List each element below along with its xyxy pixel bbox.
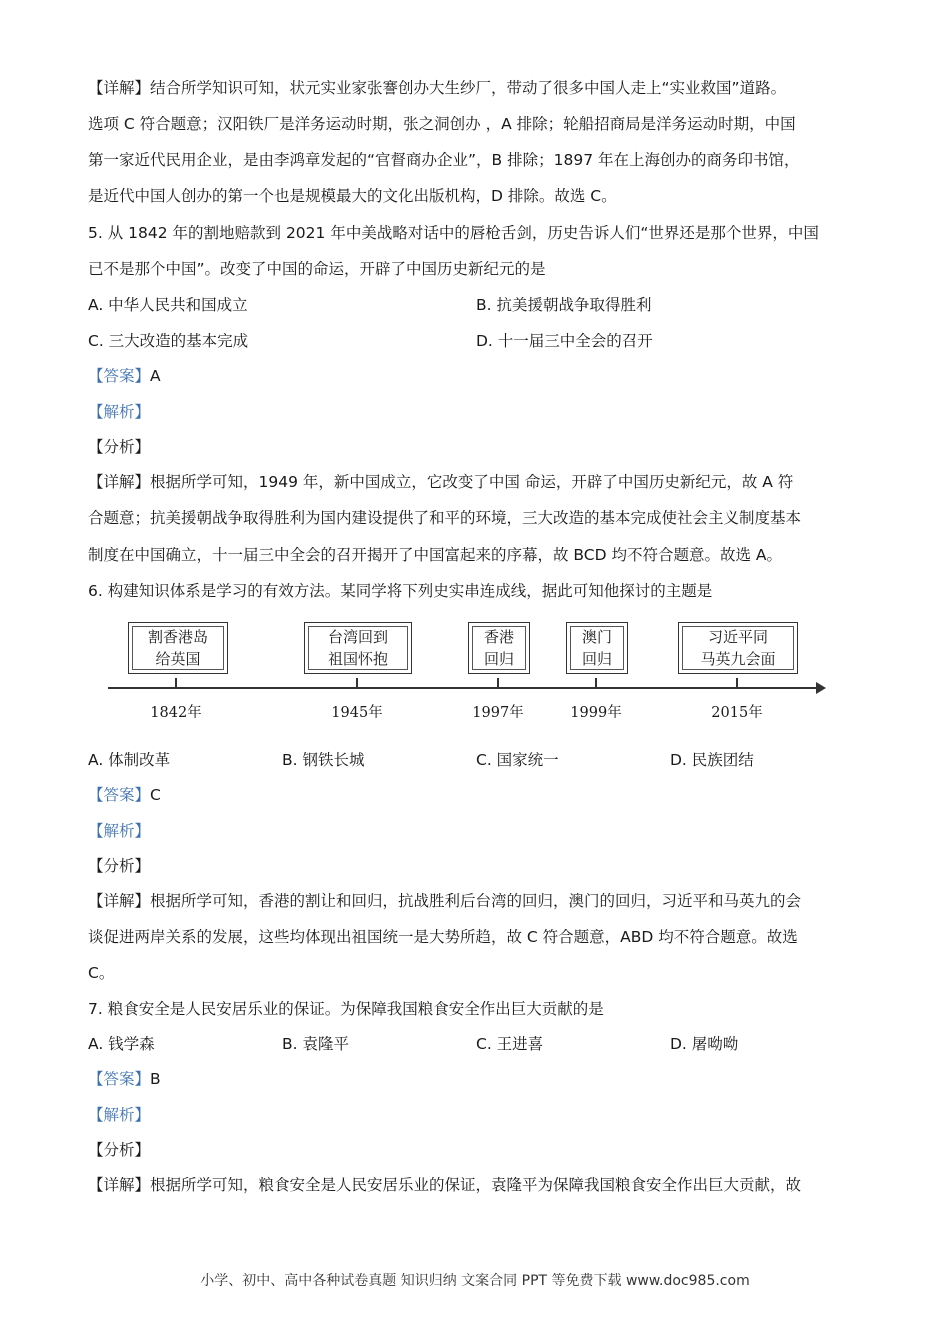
option-a: A. 钱学森 [88, 1035, 155, 1053]
answer-line: 【答案】B [88, 1070, 161, 1088]
text-line: 是近代中国人创办的第一个也是规模最大的文化出版机构，D 排除。故选 C。 [88, 187, 617, 205]
option-a: A. 体制改革 [88, 751, 171, 769]
option-d: D. 民族团结 [670, 751, 754, 769]
analysis-label: 【解析】 [88, 822, 151, 840]
timeline-year: 1999年 [570, 705, 622, 721]
detail-line: 制度在中国确立，十一届三中全会的召开揭开了中国富起来的序幕，故 BCD 均不符合题意。故选 A。 [88, 546, 783, 564]
timeline-year: 2015年 [711, 705, 763, 721]
option-c: C. 王进喜 [476, 1035, 544, 1053]
arrow-right-icon [816, 682, 826, 694]
detail-line: 【详解】根据所学可知，粮食安全是人民安居乐业的保证，袁隆平为保障我国粮食安全作出巨大贡献，故 [88, 1176, 802, 1194]
timeline-event-box: 香港 回归 [468, 622, 530, 674]
option-b: B. 钢铁长城 [282, 751, 365, 769]
question-5-stem: 已不是那个中国”。改变了中国的命运，开辟了中国历史新纪元的是 [88, 260, 546, 278]
option-d: D. 十一届三中全会的召开 [476, 332, 653, 350]
fenxi-label: 【分析】 [88, 438, 151, 456]
option-b: B. 抗美援朝战争取得胜利 [476, 296, 652, 314]
detail-line: 合题意；抗美援朝战争取得胜利为国内建设提供了和平的环境，三大改造的基本完成使社会主义制度基本 [88, 509, 802, 527]
option-d: D. 屠呦呦 [670, 1035, 739, 1053]
timeline-year: 1945年 [331, 705, 383, 721]
question-5-stem: 5. 从 1842 年的割地赔款到 2021 年中美战略对话中的唇枪舌剑，历史告诉人们“世界还是那个世界，中国 [88, 224, 819, 242]
timeline-axis [108, 687, 820, 689]
answer-line: 【答案】A [88, 367, 161, 385]
question-7-stem: 7. 粮食安全是人民安居乐业的保证。为保障我国粮食安全作出巨大贡献的是 [88, 1000, 604, 1018]
text-line: 选项 C 符合题意；汉阳铁厂是洋务运动时期，张之洞创办 ，A 排除；轮船招商局是洋务运动时期，中国 [88, 115, 796, 133]
question-6-stem: 6. 构建知识体系是学习的有效方法。某同学将下列史实串连成线，据此可知他探讨的主题是 [88, 582, 713, 600]
detail-line: C。 [88, 964, 115, 982]
detail-line: 【详解】根据所学可知，香港的割让和回归，抗战胜利后台湾的回归，澳门的回归，习近平和马英九的会 [88, 892, 802, 910]
option-a: A. 中华人民共和国成立 [88, 296, 248, 314]
analysis-label: 【解析】 [88, 1106, 151, 1124]
option-c: C. 三大改造的基本完成 [88, 332, 249, 350]
timeline-event-box: 习近平同 马英九会面 [678, 622, 798, 674]
timeline-year: 1997年 [472, 705, 524, 721]
text-line: 第一家近代民用企业，是由李鸿章发起的“官督商办企业”，B 排除；1897 年在上海创办的商务印书馆， [88, 151, 800, 169]
option-b: B. 袁隆平 [282, 1035, 349, 1053]
detail-line: 谈促进两岸关系的发展，这些均体现出祖国统一是大势所趋，故 C 符合题意，ABD 均不符合题意。故选 [88, 928, 798, 946]
timeline-year: 1842年 [150, 705, 202, 721]
timeline-event-box: 澳门 回归 [566, 622, 628, 674]
timeline-event-box: 割香港岛 给英国 [128, 622, 228, 674]
fenxi-label: 【分析】 [88, 1141, 151, 1159]
text-line: 【详解】结合所学知识可知，状元实业家张謇创办大生纱厂，带动了很多中国人走上“实业救国”道路。 [88, 79, 787, 97]
fenxi-label: 【分析】 [88, 857, 151, 875]
detail-line: 【详解】根据所学可知，1949 年，新中国成立，它改变了中国 命运，开辟了中国历史新纪元，故 A 符 [88, 473, 794, 491]
timeline-figure [100, 612, 840, 732]
option-c: C. 国家统一 [476, 751, 559, 769]
timeline-event-box: 台湾回到 祖国怀抱 [304, 622, 412, 674]
answer-line: 【答案】C [88, 786, 161, 804]
page-footer: 小学、初中、高中各种试卷真题 知识归纳 文案合同 PPT 等免费下载 www.doc985.com [200, 1273, 750, 1289]
analysis-label: 【解析】 [88, 403, 151, 421]
